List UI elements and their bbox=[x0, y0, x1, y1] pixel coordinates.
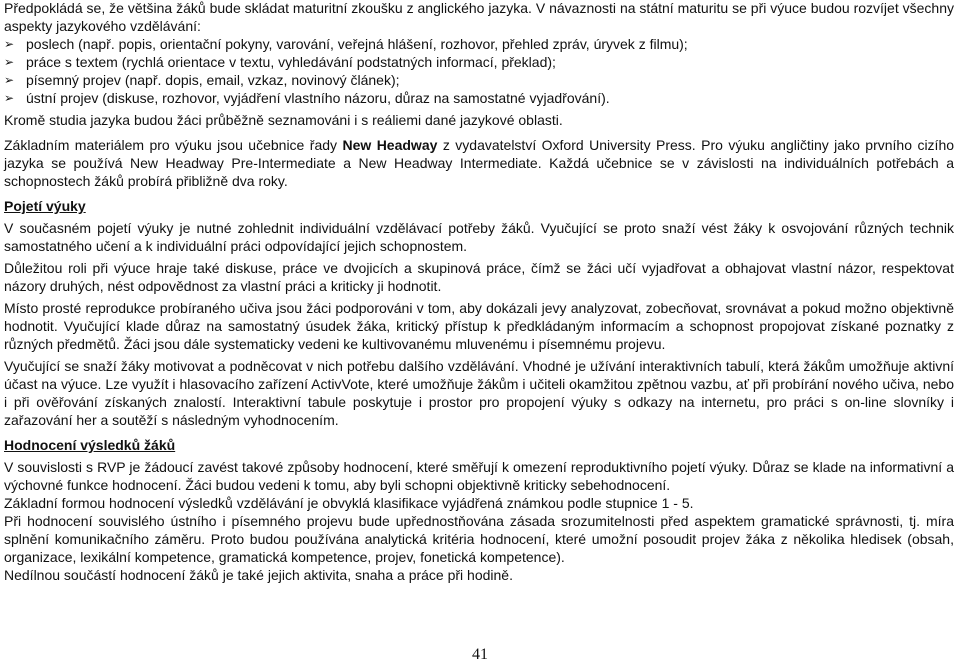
arrow-bullet-icon: ➢ bbox=[4, 55, 15, 69]
section-heading-concept: Pojetí výuky bbox=[4, 198, 86, 214]
arrow-bullet-icon: ➢ bbox=[4, 73, 15, 87]
list-item-text: ústní projev (diskuse, rozhovor, vyjádření vlastního názoru, důraz na samostatné vyjadřování). bbox=[26, 90, 610, 106]
concept-paragraph: V současném pojetí výuky je nutné zohlednit individuální vzdělávací potřeby žáků. Vyučující se proto snaží vést žáky k osvojování různých technik samostatného učení a k individuální práci odpovídající jejich schopnostem. bbox=[4, 220, 954, 254]
realia-paragraph: Kromě studia jazyka budou žáci průběžně seznamováni i s reáliemi dané jazykové oblasti. bbox=[4, 112, 563, 128]
concept-paragraph: Důležitou roli při výuce hraje také diskuse, práce ve dvojicích a skupinová práce, čímž se žáci učí vyjadřovat a obhajovat vlastní názor, respektovat názory druhých, nést odpovědnost za vlastní práci a kriticky ji hodnotit. bbox=[4, 260, 954, 294]
assessment-paragraph: Základní formou hodnocení výsledků vzdělávání je obvyklá klasifikace vyjádřená známkou podle stupnice 1 - 5. bbox=[4, 495, 694, 511]
list-item bbox=[4, 53, 954, 71]
assessment-paragraph: Nedílnou součástí hodnocení žáků je také jejich aktivita, snaha a práce při hodině. bbox=[4, 567, 513, 583]
arrow-bullet-icon: ➢ bbox=[4, 37, 15, 51]
intro-paragraph: Předpokládá se, že většina žáků bude skládat maturitní zkoušku z anglického jazyka. V návaznosti na státní maturitu se při výuce budou rozvíjet všechny aspekty jazykového vzdělávání: bbox=[4, 0, 954, 34]
assessment-paragraph: Při hodnocení souvislého ústního i písemného projevu bude upřednostňována zásada srozumitelnosti před aspektem gramatické správnosti, tj. míra splnění komunikačního záměru. Proto budou používána analytická kritéria hodnocení, které umožní posoudit projev žáka z několika hledisek (obsah, organizace, lexikální kompetence, gramatická kompetence, projev, fonetická kompetence). bbox=[4, 513, 954, 565]
assessment-paragraph: V souvislosti s RVP je žádoucí zavést takové způsoby hodnocení, které směřují k omezení reproduktivního pojetí výuky. Důraz se klade na informativní a výchovné funkce hodnocení. Žáci budou vedeni k tomu, aby byli schopni objektivně kriticky sebehodnocení. bbox=[4, 459, 954, 493]
list-item bbox=[4, 35, 954, 53]
section-heading-assessment: Hodnocení výsledků žáků bbox=[4, 437, 176, 453]
materials-text-start: Základním materiálem pro výuku jsou učebnice řady bbox=[4, 137, 343, 153]
page-number: 41 bbox=[472, 646, 488, 663]
document-page bbox=[4, 0, 954, 584]
skills-list bbox=[4, 35, 954, 107]
list-item-text: práce s textem (rychlá orientace v textu, vyhledávání podstatných informací, překlad); bbox=[26, 54, 556, 70]
list-item-text: písemný projev (např. dopis, email, vzkaz, novinový článek); bbox=[26, 72, 400, 88]
concept-paragraph: Vyučující se snaží žáky motivovat a podněcovat v nich potřebu dalšího vzdělávání. Vhodné je užívání interaktivních tabulí, která žákům umožňuje aktivní účast na výuce. Lze využít i hlasovacího zařízení ActivVote, které umožňuje žákům i učiteli okamžitou zpětnou vazbu, ať při probírání nového učiva, nebo i při ověřování získaných znalostí. Interaktivní tabule poskytuje i prostor pro propojení výuky s odkazy na internetu, pro práci s on-line slovníky i zařazování her a soutěží s následným vyhodnocením. bbox=[4, 358, 954, 428]
materials-paragraph bbox=[4, 136, 954, 190]
materials-text-end: z vydavatelství Oxford University Press. Pro výuku angličtiny jako prvního cizího jazyka se používá New Headway Pre-Intermediate a New Headway Intermediate. Každá učebnice se v závislosti na individuálních potřebách a schopnostech žáků probírá přibližně dva roky. bbox=[4, 137, 955, 189]
arrow-bullet-icon: ➢ bbox=[4, 91, 15, 105]
list-item bbox=[4, 71, 954, 89]
textbook-title: New Headway bbox=[342, 137, 438, 153]
concept-paragraph: Místo prosté reprodukce probíraného učiva jsou žáci podporováni v tom, aby dokázali jevy analyzovat, zobecňovat, srovnávat a pokud možno objektivně hodnotit. Vyučující klade důraz na samostatný úsudek žáka, kritický přístup k předkládaným informacím a schopnost propojovat získané poznatky z různých předmětů. Žáci jsou dále systematicky vedeni ke kultivovanému mluvenému i písemnému projevu. bbox=[4, 300, 954, 352]
list-item-text: poslech (např. popis, orientační pokyny, varování, veřejná hlášení, rozhovor, přehled zpráv, úryvek z filmu); bbox=[26, 36, 688, 52]
list-item bbox=[4, 89, 954, 107]
